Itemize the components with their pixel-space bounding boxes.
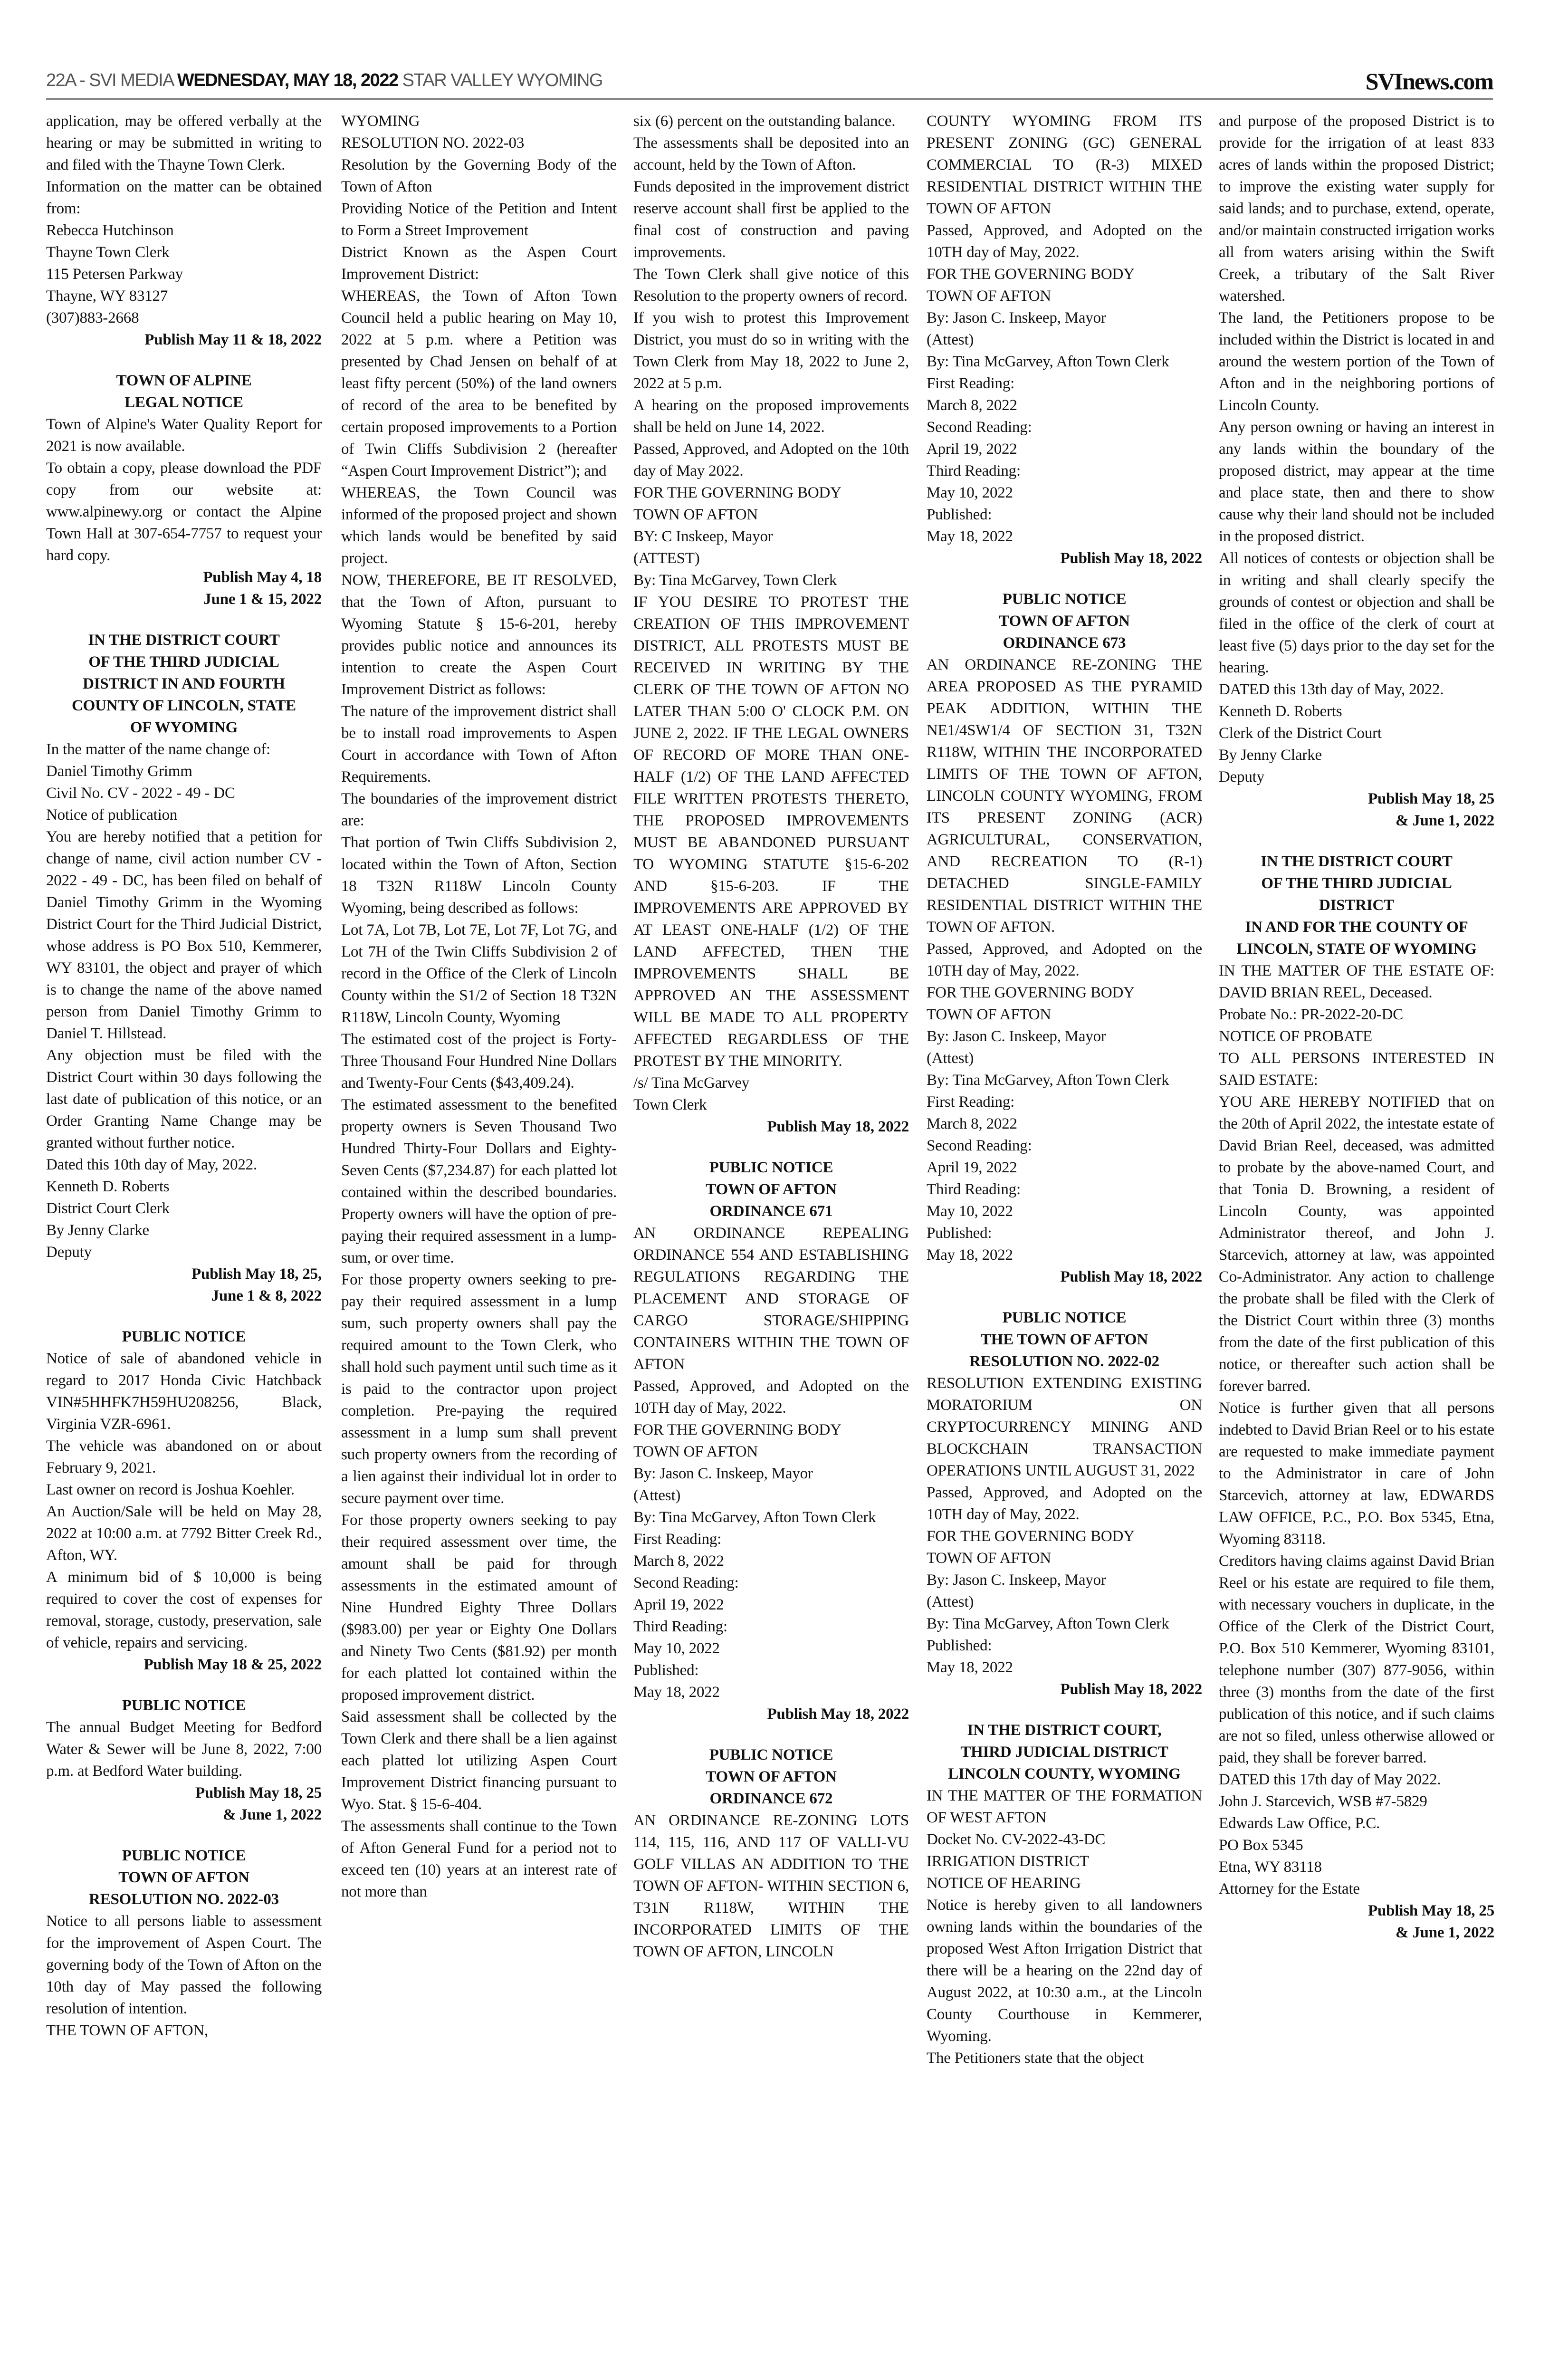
notice-paragraph: May 18, 2022 [927,1659,1013,1676]
notice-heading: PUBLIC NOTICE [122,1697,246,1714]
notice-paragraph: For those property owners seeking to pay their required assessment over time, the amount shall be paid for through assessments in the estimated amount of Nine Hundred Eighty Three Dollars ($983.00) per year or Eighty One Dollars and Ninety Two Cents ($81.92) per month for each platted lot contained within the proposed improvement district. [341,1512,617,1704]
notice-paragraph: IRRIGATION DISTRICT [927,1853,1089,1870]
notice-paragraph: RESOLUTION EXTENDING EXISTING MORATORIUM ON CRYPTOCURRENCY MINING AND BLOCKCHAIN TRANSACTION OPERATIONS UNTIL AUGUST 31, 2022 [927,1375,1202,1479]
notice-paragraph: The Petitioners state that the object [927,2050,1144,2067]
notice-paragraph: Any person owning or having an interest in any lands within the boundary of the proposed district, may appear at the time and place state, then and there to show cause why their land should not be included in the proposed district. [1219,419,1494,545]
notice-paragraph: By Jenny Clarke [46,1222,149,1239]
notice-paragraph: AN ORDINANCE REPEALING ORDINANCE 554 AND ESTABLISHING REGULATIONS REGARDING THE PLACEMENT AND STORAGE OF CARGO STORAGE/SHIPPING CONTAINERS WITHIN THE TOWN OF AFTON [633,1225,909,1373]
notice-paragraph: WYOMING [341,113,420,130]
issue-date: WEDNESDAY, MAY 18, 2022 [177,70,398,90]
notice-paragraph: FOR THE GOVERNING BODY [633,484,841,501]
notice-paragraph: NOTICE OF PROBATE [1219,1028,1372,1045]
notice-paragraph: IN THE MATTER OF THE ESTATE OF: DAVID BRIAN REEL, Deceased. [1219,962,1494,1001]
notice-paragraph: Published: [927,506,992,523]
publish-dates: Publish May 18, 2022 [767,1118,909,1135]
notice-paragraph: DATED this 17th day of May 2022. [1219,1771,1441,1788]
notice-paragraph: By: Tina McGarvey, Afton Town Clerk [927,353,1169,370]
notice-paragraph: Clerk of the District Court [1219,725,1382,742]
notice-paragraph: application, may be offered verbally at the hearing or may be submitted in writing to and filed with the Thayne Town Clerk. [46,113,322,173]
notice-paragraph: An Auction/Sale will be held on May 28, 2022 at 10:00 a.m. at 7792 Bitter Creek Rd., Afton, WY. [46,1503,322,1564]
notice-heading: PUBLIC NOTICE TOWN OF AFTON RESOLUTION NO. 2022-03 [89,1847,279,1908]
notice-paragraph: Funds deposited in the improvement district reserve account shall first be applied to the final cost of construction and paving improvements. [633,178,909,261]
notice-paragraph: Passed, Approved, and Adopted on the 10th day of May 2022. [633,441,909,479]
column-1 [46,110,322,2041]
publish-dates: Publish May 18, 25 & June 1, 2022 [1368,1902,1494,1941]
notice-paragraph: TOWN OF AFTON [633,1443,758,1460]
notice-paragraph: Information on the matter can be obtained from: [46,178,322,217]
notice-paragraph: May 10, 2022 [633,1640,720,1657]
notice-paragraph: Creditors having claims against David Brian Reel or his estate are required to file them, with necessary vouchers in duplicate, in the Office of the Clerk of the District Court, P.O. Box 510 Kemmerer, Wyoming 83101, telephone number (307) 877-9056, within three (3) months from the date of the first publication of this notice, and if such claims are not so filed, unless otherwise allowed or paid, they shall be forever barred. [1219,1552,1494,1766]
notice-paragraph: By: Tina McGarvey, Town Clerk [633,572,837,589]
notice-paragraph: Second Reading: [927,1137,1032,1154]
notice-paragraph: In the matter of the name change of: [46,741,271,758]
notice-paragraph: The estimated assessment to the benefited property owners is Seven Thousand Two Hundred Thirty-Four Dollars and Eighty-Seven Cents ($7,234.87) for each platted lot contained within the described boundaries. Property owners will have the option of pre-paying their required assessment in a lump-sum, or over time. [341,1096,617,1266]
column-4 [927,110,1202,2069]
site-logo[interactable]: SVInews.com [1365,68,1493,95]
notice-paragraph: The annual Budget Meeting for Bedford Water & Sewer will be June 8, 2022, 7:00 p.m. at Bedford Water building. [46,1719,322,1780]
notice-paragraph: NOTICE OF HEARING [927,1875,1081,1892]
notice-paragraph: April 19, 2022 [927,441,1017,458]
notice-paragraph: The vehicle was abandoned on or about February 9, 2021. [46,1437,322,1476]
notice-paragraph: six (6) percent on the outstanding balance. [633,113,896,130]
notice-paragraph: Rebecca Hutchinson [46,222,174,239]
notice-paragraph: The assessments shall continue to the Town of Afton General Fund for a period not to exceed ten (10) years at an interest rate of not more than [341,1818,617,1900]
notice-paragraph: March 8, 2022 [927,397,1017,414]
notice-paragraph: Passed, Approved, and Adopted on the 10TH day of May, 2022. [927,940,1202,979]
notice-paragraph: TOWN OF AFTON [927,1550,1052,1567]
notice-paragraph: Attorney for the Estate [1219,1880,1360,1897]
notice-paragraph: COUNTY WYOMING FROM ITS PRESENT ZONING (GC) GENERAL COMMERCIAL TO (R-3) MIXED RESIDENTIAL DISTRICT WITHIN THE TOWN OF AFTON [927,113,1202,217]
notice-heading: TOWN OF ALPINE LEGAL NOTICE [116,372,252,411]
notice-paragraph: March 8, 2022 [633,1552,724,1570]
notice-paragraph: May 10, 2022 [927,484,1013,501]
notice-paragraph: Deputy [1219,768,1264,786]
notice-paragraph: Notice of publication [46,806,178,824]
notice-paragraph: TOWN OF AFTON [927,287,1052,305]
notice-paragraph: By: Tina McGarvey, Afton Town Clerk [927,1072,1169,1089]
publish-dates: Publish May 18, 25 & June 1, 2022 [195,1784,322,1823]
notice-paragraph: Providing Notice of the Petition and Intent to Form a Street Improvement [341,200,617,239]
notice-paragraph: By: Jason C. Inskeep, Mayor [633,1465,813,1482]
folio [46,70,602,91]
notice-paragraph: Published: [633,1662,699,1679]
notice-paragraph: Kenneth D. Roberts [46,1178,170,1195]
notice-paragraph: Second Reading: [927,419,1032,436]
notice-paragraph: By: Tina McGarvey, Afton Town Clerk [927,1615,1169,1632]
notice-paragraph: Town Clerk [633,1096,707,1113]
notice-paragraph: Published: [927,1225,992,1242]
notice-paragraph: First Reading: [927,375,1015,392]
header-rule [46,98,1493,100]
notice-paragraph: Second Reading: [633,1574,739,1591]
notice-heading: PUBLIC NOTICE TOWN OF AFTON ORDINANCE 671 [706,1159,837,1220]
notice-paragraph: Daniel Timothy Grimm [46,763,192,780]
notice-paragraph: Last owner on record is Joshua Koehler. [46,1481,295,1498]
notice-paragraph: The land, the Petitioners propose to be included within the District is located in and around the western portion of the Town of Afton and in the neighboring portions of Lincoln County. [1219,309,1494,414]
notice-paragraph: By Jenny Clarke [1219,747,1322,764]
notice-paragraph: May 18, 2022 [633,1684,720,1701]
notice-paragraph: The assessments shall be deposited into an account, held by the Town of Afton. [633,134,909,173]
notice-paragraph: The boundaries of the improvement district are: [341,790,617,829]
notice-paragraph: District Court Clerk [46,1200,170,1217]
notice-paragraph: 115 Petersen Parkway [46,266,183,283]
notice-paragraph: AN ORDINANCE RE-ZONING THE AREA PROPOSED AS THE PYRAMID PEAK ADDITION, WITHIN THE NE1/4SW1/4 OF SECTION 31, T32N R118W, WITHIN THE INCORPORATED LIMITS OF THE TOWN OF AFTON, LINCOLN COUNTY WYOMING, FROM ITS PRESENT ZONING (ACR) AGRICULTURAL, CONSERVATION, AND RECREATION TO (R-1) DETACHED SINGLE-FAMILY RESIDENTIAL DISTRICT WITHIN THE TOWN OF AFTON. [927,656,1202,936]
notice-paragraph: WHEREAS, the Town of Afton Town Council held a public hearing on May 10, 2022 at 5 p.m. where a Petition was presented by Chad Jensen on behalf of at least fifty percent (50%) of the land owners of record of the area to be benefited by certain proposed improvements to a Portion of Twin Cliffs Subdivision 2 (hereafter “Aspen Court Improvement District”); and [341,287,617,479]
notice-paragraph: District Known as the Aspen Court Improvement District: [341,244,617,283]
notice-heading: PUBLIC NOTICE THE TOWN OF AFTON RESOLUTION NO. 2022-02 [969,1309,1159,1370]
notice-paragraph: RESOLUTION NO. 2022-03 [341,134,525,152]
notice-paragraph: Third Reading: [927,462,1021,479]
notice-paragraph: FOR THE GOVERNING BODY [927,1528,1135,1545]
notice-paragraph: Said assessment shall be collected by the Town Clerk and there shall be a lien against each platted lot utilizing Aspen Court Improvement District financing pursuant to Wyo. Stat. § 15-6-404. [341,1708,617,1813]
notice-heading: PUBLIC NOTICE TOWN OF AFTON ORDINANCE 673 [999,591,1130,651]
notice-paragraph: and purpose of the proposed District is to provide for the irrigation of at least 833 acres of lands within the proposed District; to improve the existing water supply for said lands; and to purchase, extend, operate, and/or maintain constructed irrigation works all from waters arising within the Swift Creek, a tributary of the Salt River watershed. [1219,113,1494,305]
notice-paragraph: IN THE MATTER OF THE FORMATION OF WEST AFTON [927,1787,1202,1826]
notice-paragraph: Notice to all persons liable to assessment for the improvement of Aspen Court. The governing body of the Town of Afton on the 10th day of May passed the following resolution of intention. [46,1913,322,2017]
notice-paragraph: Passed, Approved, and Adopted on the 10TH day of May, 2022. [633,1378,909,1417]
notice-paragraph: DATED this 13th day of May, 2022. [1219,681,1444,698]
notice-heading: PUBLIC NOTICE [122,1328,246,1345]
notice-paragraph: Docket No. CV-2022-43-DC [927,1831,1106,1848]
notice-paragraph: Dated this 10th day of May, 2022. [46,1156,258,1173]
notice-paragraph: FOR THE GOVERNING BODY [927,984,1135,1001]
notice-paragraph: (ATTEST) [633,550,700,567]
notice-heading: IN THE DISTRICT COURT OF THE THIRD JUDICIAL DISTRICT IN AND FOR THE COUNTY OF LINCOLN, STATE OF WYOMING [1236,853,1477,958]
notice-paragraph: That portion of Twin Cliffs Subdivision 2, located within the Town of Afton, Section 18 T32N R118W Lincoln County Wyoming, being described as follows: [341,834,617,917]
notice-paragraph: If you wish to protest this Improvement District, you must do so in writing with the Town Clerk from May 18, 2022 to June 2, 2022 at 5 p.m. [633,309,909,392]
notice-paragraph: FOR THE GOVERNING BODY [927,266,1135,283]
notice-paragraph: Town of Alpine's Water Quality Report for 2021 is now available. [46,416,322,455]
notice-paragraph: FOR THE GOVERNING BODY [633,1421,841,1438]
notice-paragraph: NOW, THEREFORE, BE IT RESOLVED, that the Town of Afton, pursuant to Wyoming Statute § 15-6-201, hereby provides public notice and announces its intention to create the Aspen Court Improvement District as follows: [341,572,617,698]
page-label: 22A - SVI MEDIA [46,70,177,90]
column-3 [633,110,909,1963]
notice-heading: PUBLIC NOTICE TOWN OF AFTON ORDINANCE 672 [706,1746,837,1807]
notice-paragraph: May 18, 2022 [927,528,1013,545]
notice-paragraph: First Reading: [927,1093,1015,1111]
notice-paragraph: April 19, 2022 [633,1596,724,1613]
notice-paragraph: Notice is further given that all persons indebted to David Brian Reel or to his estate are requested to make immediate payment to the Administrator in care of John Starcevich, attorney at law, EDWARDS LAW OFFICE, P.C., P.O. Box 5345, Etna, Wyoming 83118. [1219,1399,1494,1548]
column-5 [1219,110,1494,1944]
notice-paragraph: Third Reading: [927,1181,1021,1198]
notice-heading: IN THE DISTRICT COURT OF THE THIRD JUDICIAL DISTRICT IN AND FOURTH COUNTY OF LINCOLN, STATE OF WYOMING [72,632,296,736]
notice-paragraph: To obtain a copy, please download the PDF copy from our website at: www.alpinewy.org or contact the Alpine Town Hall at 307-654-7757 to request your hard copy. [46,460,322,564]
notice-paragraph: By: Jason C. Inskeep, Mayor [927,1028,1106,1045]
notice-paragraph: Published: [927,1637,992,1654]
notice-paragraph: TOWN OF AFTON [927,1006,1052,1023]
publish-dates: Publish May 4, 18 June 1 & 15, 2022 [203,569,322,608]
publish-dates: Publish May 18, 2022 [1060,1681,1202,1698]
notice-paragraph: Etna, WY 83118 [1219,1859,1322,1876]
notice-paragraph: March 8, 2022 [927,1115,1017,1132]
notice-paragraph: BY: C Inskeep, Mayor [633,528,773,545]
publish-dates: Publish May 18, 2022 [767,1705,909,1723]
notice-paragraph: Third Reading: [633,1618,727,1635]
notice-paragraph: Probate No.: PR-2022-20-DC [1219,1006,1404,1023]
publish-dates: Publish May 11 & 18, 2022 [144,331,322,348]
notice-paragraph: By: Jason C. Inskeep, Mayor [927,309,1106,326]
notice-heading: IN THE DISTRICT COURT, THIRD JUDICIAL DISTRICT LINCOLN COUNTY, WYOMING [948,1722,1181,1782]
notice-paragraph: (Attest) [927,1593,974,1610]
publish-dates: Publish May 18 & 25, 2022 [143,1656,322,1673]
notice-paragraph: Lot 7A, Lot 7B, Lot 7E, Lot 7F, Lot 7G, and Lot 7H of the Twin Cliffs Subdivision 2 of record in the Office of the Clerk of Lincoln County within the S1/2 of Section 18 T32N R118W, Lincoln County, Wyoming [341,921,617,1026]
notice-paragraph: (Attest) [633,1487,681,1504]
page-header [46,70,1493,94]
notice-paragraph: April 19, 2022 [927,1159,1017,1176]
region-label: STAR VALLEY WYOMING [398,70,602,90]
notice-paragraph: PO Box 5345 [1219,1837,1303,1854]
notice-paragraph: Civil No. CV - 2022 - 49 - DC [46,785,235,802]
notice-paragraph: Notice is hereby given to all landowners owning lands within the boundaries of the proposed West Afton Irrigation District that there will be a hearing on the 22nd day of August 2022, at 10:30 a.m., at the Lincoln County Courthouse in Kemmerer, Wyoming. [927,1897,1202,2045]
notice-paragraph: YOU ARE HEREBY NOTIFIED that on the 20th of April 2022, the intestate estate of David Brian Reel, deceased, was admitted to probate by the above-named Court, and that Tonia D. Browning, a resident of Lincoln County, was appointed Administrator thereof, and John J. Starcevich, attorney at law, was appointed Co-Administrator. Any action to challenge the probate shall be filed with the Clerk of the District Court within three (3) months from the date of the first publication of this notice, or thereafter such action shall be forever barred. [1219,1093,1494,1395]
publish-dates: Publish May 18, 25 & June 1, 2022 [1368,790,1494,829]
notice-paragraph: For those property owners seeking to pre-pay their required assessment in a lump sum, such property owners shall pay the required amount to the Town Clerk, who shall hold such payment until such time as it is paid to the contractor upon project completion. Pre-paying the required assessment in a lump sum shall prevent such property owners from the recording of a lien against their individual lot in order to secure payment over time. [341,1271,617,1507]
notice-paragraph: Thayne Town Clerk [46,244,170,261]
notice-paragraph: John J. Starcevich, WSB #7-5829 [1219,1793,1427,1810]
notice-paragraph: Notice of sale of abandoned vehicle in regard to 2017 Honda Civic Hatchback VIN#5HHFK7H59HU208256, Black, Virginia VZR-6961. [46,1350,322,1433]
notice-paragraph: By: Tina McGarvey, Afton Town Clerk [633,1509,876,1526]
notice-paragraph: A minimum bid of $ 10,000 is being required to cover the cost of expenses for removal, storage, custody, preservation, sale of vehicle, repairs and servicing. [46,1569,322,1651]
notice-paragraph: You are hereby notified that a petition for change of name, civil action number CV - 2022 - 49 - DC, has been filed on behalf of Daniel Timothy Grimm in the Wyoming District Court for the Third Judicial District, whose address is PO Box 510, Kemmerer, WY 83101, the object and prayer of which is to change the name of the above named person from Daniel Timothy Grimm to Daniel T. Hillstead. [46,828,322,1042]
notice-paragraph: Edwards Law Office, P.C. [1219,1815,1380,1832]
notice-paragraph: A hearing on the proposed improvements shall be held on June 14, 2022. [633,397,909,436]
notice-paragraph: Passed, Approved, and Adopted on the 10TH day of May, 2022. [927,222,1202,261]
notice-paragraph: AN ORDINANCE RE-ZONING LOTS 114, 115, 116, AND 117 OF VALLI-VU GOLF VILLAS AN ADDITION TO THE TOWN OF AFTON- WITHIN SECTION 6, T31N R118W, WITHIN THE INCORPORATED LIMITS OF THE TOWN OF AFTON, LINCOLN [633,1812,909,1960]
notice-paragraph: The nature of the improvement district shall be to install road improvements to Aspen Court in accordance with Town of Afton Requirements. [341,703,617,786]
notice-paragraph: TOWN OF AFTON [633,506,758,523]
notice-paragraph: THE TOWN OF AFTON, [46,2022,209,2039]
notice-paragraph: (Attest) [927,331,974,348]
notice-paragraph: Any objection must be filed with the District Court within 30 days following the last date of publication of this notice, or an Order Granting Name Change may be granted without further notice. [46,1047,322,1151]
notice-paragraph: IF YOU DESIRE TO PROTEST THE CREATION OF THIS IMPROVEMENT DISTRICT, ALL PROTESTS MUST BE RECEIVED IN WRITING BY THE CLERK OF THE TOWN OF AFTON NO LATER THAN 5:00 O' CLOCK P.M. ON JUNE 2, 2022. IF THE LEGAL OWNERS OF RECORD OF MORE THAN ONE-HALF (1/2) OF THE LAND AFFECTED FILE WRITTEN PROTESTS THERETO, THE PROPOSED IMPROVEMENTS MUST BE ABANDONED PURSUANT TO WYOMING STATUTE §15-6-202 AND §15-6-203. IF THE IMPROVEMENTS ARE APPROVED BY AT LEAST ONE-HALF (1/2) OF THE LAND AFFECTED, THEN THE IMPROVEMENTS SHALL BE APPROVED AN THE ASSESSMENT WILL BE MADE TO ALL PROPERTY AFFECTED REGARDLESS OF THE PROTEST BY THE MINORITY. [633,594,909,1070]
notice-paragraph: (307)883-2668 [46,309,139,326]
publish-dates: Publish May 18, 25, June 1 & 8, 2022 [191,1265,322,1304]
notice-paragraph: Deputy [46,1244,92,1261]
notice-paragraph: May 18, 2022 [927,1246,1013,1264]
notice-paragraph: First Reading: [633,1531,722,1548]
notice-paragraph: May 10, 2022 [927,1203,1013,1220]
notice-paragraph: Passed, Approved, and Adopted on the 10TH day of May, 2022. [927,1484,1202,1523]
notice-paragraph: All notices of contests or objection shall be in writing and shall clearly specify the grounds of contest or objection and shall be filed in the office of the clerk of court at least five (5) days prior to the day set for the hearing. [1219,550,1494,676]
notice-paragraph: (Attest) [927,1050,974,1067]
column-2 [341,110,617,1903]
notice-paragraph: By: Jason C. Inskeep, Mayor [927,1571,1106,1589]
notice-paragraph: TO ALL PERSONS INTERESTED IN SAID ESTATE: [1219,1050,1494,1089]
notice-paragraph: The Town Clerk shall give notice of this Resolution to the property owners of record. [633,266,909,305]
notice-paragraph: /s/ Tina McGarvey [633,1074,750,1092]
publish-dates: Publish May 18, 2022 [1060,550,1202,567]
notice-paragraph: Resolution by the Governing Body of the Town of Afton [341,156,617,195]
notice-paragraph: WHEREAS, the Town Council was informed of the proposed project and shown which lands would be benefited by said project. [341,484,617,567]
notice-paragraph: The estimated cost of the project is Forty-Three Thousand Four Hundred Nine Dollars and Twenty-Four Cents ($43,409.24). [341,1031,617,1092]
notice-paragraph: Thayne, WY 83127 [46,287,168,305]
publish-dates: Publish May 18, 2022 [1060,1268,1202,1285]
notice-paragraph: Kenneth D. Roberts [1219,703,1342,720]
